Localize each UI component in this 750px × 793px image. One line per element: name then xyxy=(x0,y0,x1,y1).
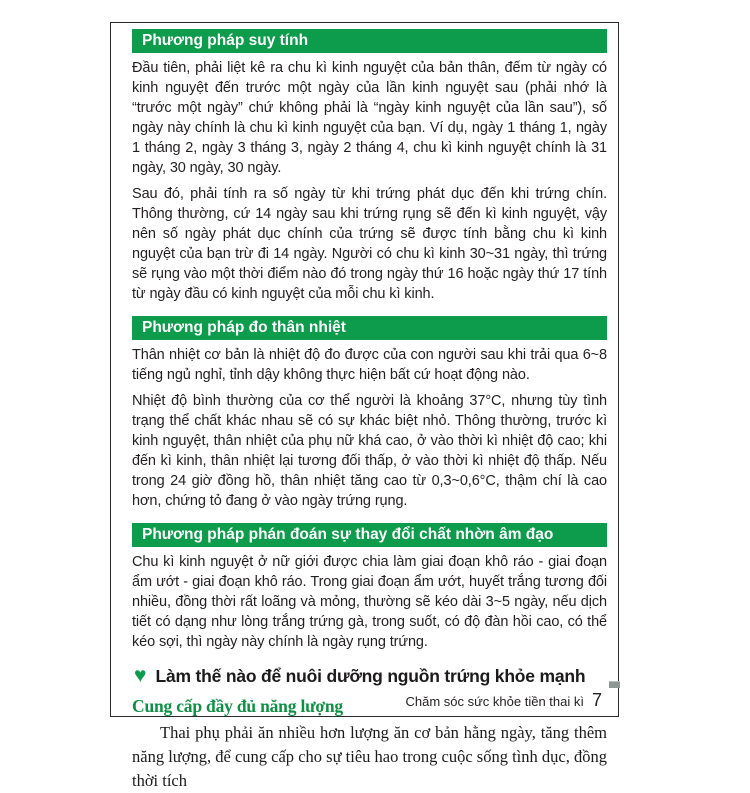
paragraph: Sau đó, phải tính ra số ngày từ khi trứng phát dục đến khi trứng chín. Thông thường, cứ 14 ngày sau khi trứng rụng sẽ đến kì kinh nguyệt, vậy nên số ngày phát dục chính của trứng sẽ được tính bằng chu kì kinh nguyệt của bạn trừ đi 14 ngày. Người có chu kì kinh 30~31 ngày, thì trứng sẽ rụng vào một thời điểm nào đó trong ngày thứ 16 hoặc ngày thứ 17 tính từ ngày đầu có kinh nguyệt của mỗi chu kì kinh. xyxy=(132,186,607,302)
heart-icon: ♥ xyxy=(134,664,147,687)
page-footer xyxy=(405,690,602,711)
section-header-do-than-nhiet: Phương pháp đo thân nhiệt xyxy=(132,316,607,340)
page-edge-tab xyxy=(609,681,620,688)
page-content xyxy=(132,29,607,793)
section-header-chat-nhon: Phương pháp phán đoán sự thay đổi chất nhờn âm đạo xyxy=(132,523,607,547)
paragraph: Đầu tiên, phải liệt kê ra chu kì kinh nguyệt của bản thân, đếm từ ngày có kinh nguyệt đến trước một ngày của lần kinh nguyệt sau (phải nhớ là “trước một ngày” chứ không phải là “ngày kinh nguyệt của lần sau”), số ngày này chính là chu kì kinh nguyệt của bạn. Ví dụ, ngày 1 tháng 1, ngày 1 tháng 2, ngày 3 tháng 3, ngày 2 tháng 4, chu kì kinh nguyệt chính là 31 ngày, 30 ngày, 30 ngày. xyxy=(132,60,607,176)
paragraph: Chu kì kinh nguyệt ở nữ giới được chia làm giai đoạn khô ráo - giai đoạn ẩm ướt - giai đoạn khô ráo. Trong giai đoạn ẩm ướt, huyết trắng tương đối nhiều, đồng thời rất loãng và mỏng, thường sẽ kéo dài 3~5 ngày, nếu dịch tiết có dạng như lòng trắng trứng gà, trong suốt, có độ đàn hồi cao, có thể kéo sợi, thì ngày này chính là ngày rụng trứng. xyxy=(132,554,607,650)
subsection-paragraph: Thai phụ phải ăn nhiều hơn lượng ăn cơ bản hằng ngày, tăng thêm năng lượng, để cung cấp cho sự tiêu hao trong cuộc sống tình dục, đồng thời tích xyxy=(132,723,607,790)
paragraph: Nhiệt độ bình thường của cơ thể người là khoảng 37°C, nhưng tùy tình trạng thể chất khác nhau sẽ có sự khác biệt nhỏ. Thông thường, trước kì kinh nguyệt, thân nhiệt của phụ nữ khá cao, ở vào thời kì nhiệt độ cao; khi đến kì kinh, thân nhiệt lại tương đối thấp, ở vào thời kì nhiệt độ thấp. Nếu trong 24 giờ đồng hồ, thân nhiệt tăng cao từ 0,3~0,6°C, thậm chí là cao hơn, chứng tỏ đang ở vào ngày trứng rụng. xyxy=(132,393,607,509)
heart-heading: Làm thế nào để nuôi dưỡng nguồn trứng khỏe mạnh xyxy=(155,666,586,686)
book-page xyxy=(110,22,619,790)
footer-page-number: 7 xyxy=(591,690,602,710)
footer-book-title: Chăm sóc sức khỏe tiền thai kì xyxy=(405,694,584,709)
heart-heading-row xyxy=(132,665,607,687)
paragraph: Thân nhiệt cơ bản là nhiệt độ đo được của con người sau khi trải qua 6~8 tiếng ngủ nghỉ, tỉnh dậy không thực hiện bất cứ hoạt động nào. xyxy=(132,347,607,383)
subsection-heading: Cung cấp đầy đủ năng lượng xyxy=(132,696,343,716)
section-header-suy-tinh: Phương pháp suy tính xyxy=(132,29,607,53)
